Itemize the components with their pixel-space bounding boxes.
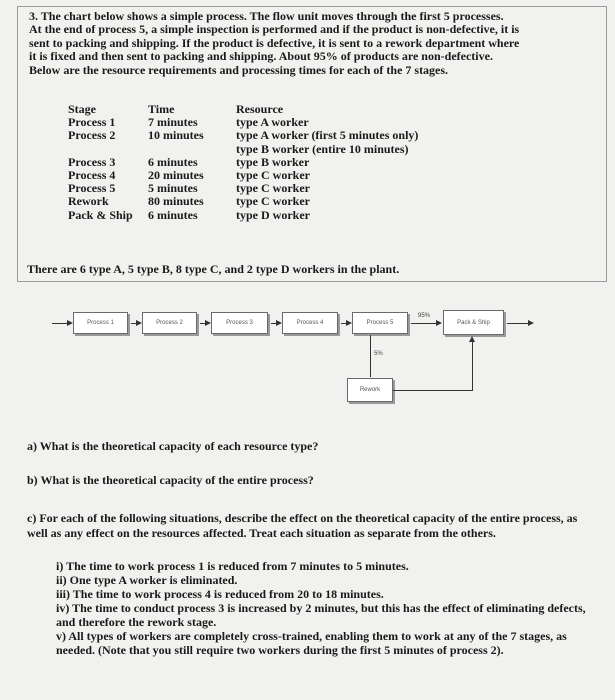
workers-line: There are 6 type A, 5 type B, 8 type C, and 2 type D workers in the plant. — [27, 262, 400, 276]
pct-defect-label: 5% — [374, 351, 383, 357]
defect-path-line — [370, 335, 371, 377]
table-row — [68, 195, 418, 208]
intro-line: Below are the resource requirements and processing times for each of the 7 stages. — [29, 62, 449, 77]
arrow-icon — [528, 320, 534, 326]
question-b: b) What is the theoretical capacity of the entire process? — [27, 473, 314, 487]
question-c: c) For each of the following situations, describe the effect on the theoretical capacity of the entire process, as well as any effect on the resources affected. Treat each situation as separate from the others. — [27, 511, 578, 540]
rework-box: Rework — [347, 378, 393, 402]
cell-stage: Process 4 — [68, 168, 116, 183]
rework-return-line — [393, 390, 473, 391]
cell-time: 10 minutes — [148, 128, 204, 143]
exit-line — [507, 323, 529, 324]
situation-list — [56, 560, 596, 658]
cell-time: 6 minutes — [148, 154, 198, 169]
cell-resource: type D worker — [236, 207, 310, 222]
cell-time: 80 minutes — [148, 194, 204, 209]
cell-stage: Pack & Ship — [68, 207, 133, 222]
table-row — [68, 129, 418, 142]
list-item: v) All types of workers are completely cross-trained, enabling them to work at any of the 7 stages, as needed. (Note that you still require two workers during the first 5 minutes of process 2). — [56, 628, 567, 657]
process-flow-diagram — [0, 290, 615, 410]
stage-table — [68, 103, 418, 222]
cell-stage — [68, 143, 148, 156]
table-row — [68, 143, 418, 156]
process-5-box: Process 5 — [352, 312, 408, 334]
list-item: i) The time to work process 1 is reduced from 7 minutes to 5 minutes. — [56, 559, 409, 573]
header-stage: Stage — [68, 102, 96, 116]
process-4-box: Process 4 — [282, 312, 338, 334]
intro-line: sent to packing and shipping. If the product is defective, it is sent to a rework department where — [29, 35, 520, 50]
cell-stage: Process 2 — [68, 128, 116, 143]
rework-return-line — [472, 342, 473, 391]
cell-time: 7 minutes — [148, 115, 198, 130]
good-path-line — [411, 323, 437, 324]
cell-time — [148, 143, 236, 156]
arrow-icon — [469, 336, 475, 342]
pack-ship-box: Pack & Ship — [443, 310, 504, 335]
cell-resource: type A worker (first 5 minutes only) — [236, 128, 419, 143]
cell-stage: Rework — [68, 194, 109, 209]
header-time: Time — [148, 102, 175, 116]
cell-time: 20 minutes — [148, 168, 204, 183]
entry-line — [52, 323, 67, 324]
intro-line: At the end of process 5, a simple inspection is performed and if the product is non-defective, it is — [29, 22, 520, 37]
cell-time: 5 minutes — [148, 181, 198, 196]
arrow-icon — [436, 320, 442, 326]
list-item: iv) The time to conduct process 3 is increased by 2 minutes, but this has the effect of eliminating defects, and therefore the rework stage. — [56, 601, 586, 629]
process-2-box: Process 2 — [142, 312, 197, 334]
process-3-box: Process 3 — [211, 312, 268, 334]
list-item: iii) The time to work process 4 is reduced from 20 to 18 minutes. — [56, 587, 384, 602]
cell-resource: type C worker — [236, 194, 310, 209]
cell-resource: type B worker (entire 10 minutes) — [236, 141, 409, 156]
cell-stage: Process 3 — [68, 154, 116, 169]
cell-resource: type B worker — [236, 154, 310, 169]
process-1-box: Process 1 — [73, 312, 128, 334]
header-resource: Resource — [236, 102, 284, 116]
list-item: ii) One type A worker is eliminated. — [56, 573, 238, 588]
cell-resource: type C worker — [236, 181, 310, 196]
cell-resource: type C worker — [236, 168, 310, 183]
intro-line: it is fixed and then sent to packing and shipping. About 95% of products are non-defective. — [29, 49, 493, 64]
pct-good-label: 95% — [418, 313, 431, 319]
table-row — [68, 209, 418, 222]
cell-time: 6 minutes — [148, 207, 198, 222]
cell-stage: Process 1 — [68, 115, 116, 130]
problem-intro — [29, 10, 599, 77]
cell-stage: Process 5 — [68, 181, 116, 196]
intro-line: 3. The chart below shows a simple process. The flow unit moves through the first 5 processes. — [29, 9, 504, 23]
cell-resource: type A worker — [236, 115, 309, 130]
question-a: a) What is the theoretical capacity of each resource type? — [27, 439, 319, 453]
